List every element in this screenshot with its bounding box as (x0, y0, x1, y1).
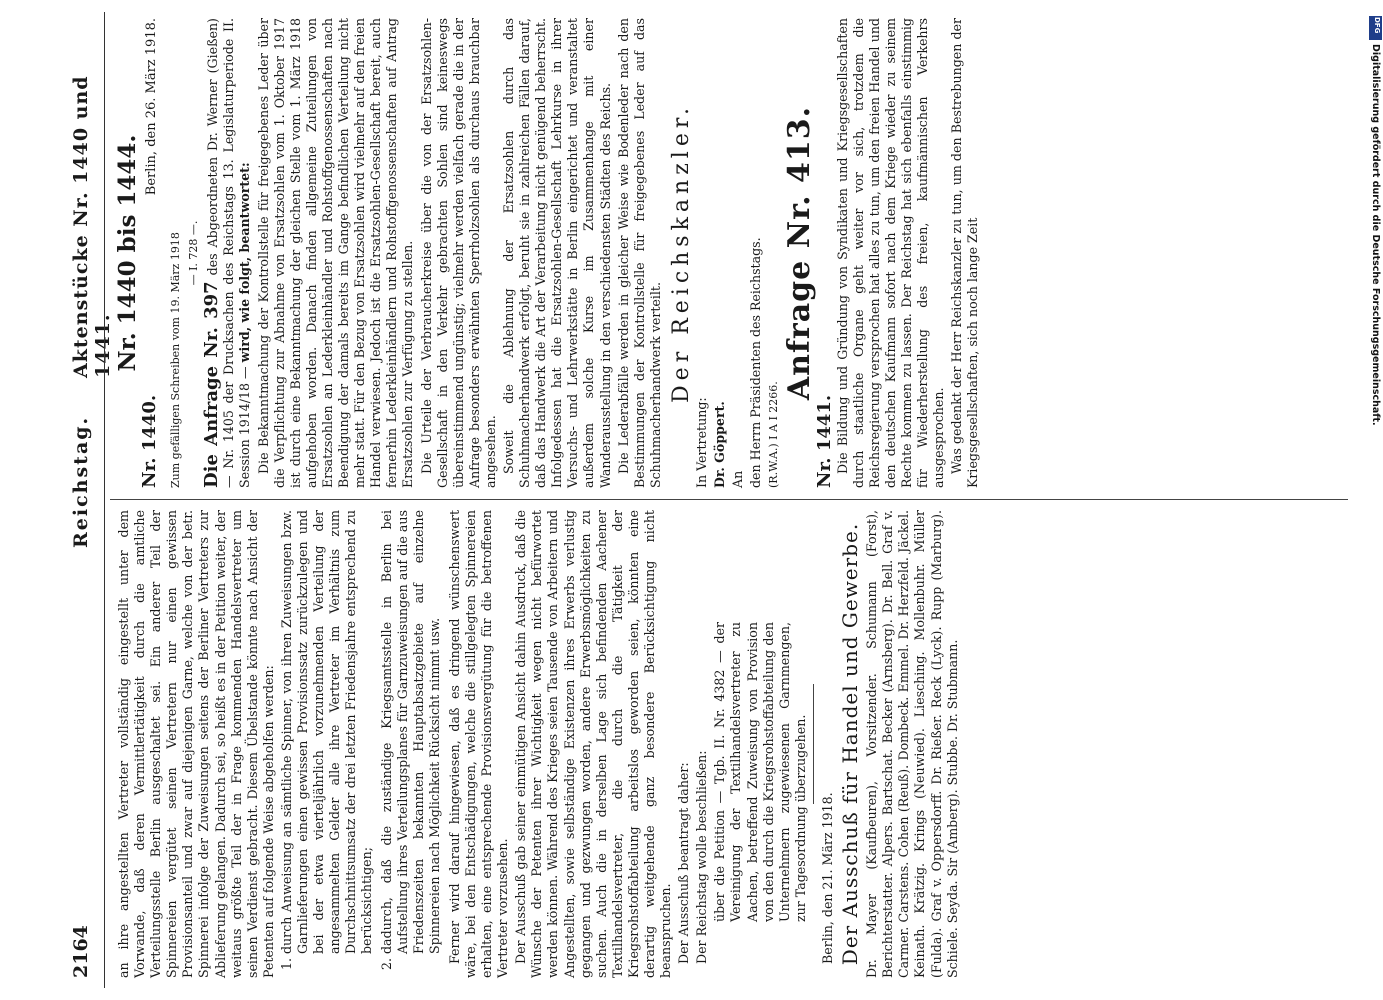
column-rule (110, 499, 1348, 500)
signature-name (712, 18, 728, 488)
committee-title: Der Ausschuß für Handel und Gewerbe. (838, 522, 863, 966)
file-reference: (R.W.A.) I A I 2266. (767, 381, 781, 488)
anfrage-title: Die Anfrage Nr. 397 (201, 281, 223, 488)
document-header (139, 18, 168, 488)
resolution-line: Der Reichstag wolle beschließen: (694, 750, 710, 964)
digitization-credit: Digitalisierung gefördert durch die Deutsche Forschungsgemeinschaft. (1370, 44, 1381, 426)
paragraph: Die Bildung und Gründung von Syndikaten und Kriegsgesellschaften durch staatliche Organe geht weiter vor sich, trotzdem die Reichsregierung versprochen hat alles zu tun, um den freien Handel und den deutschen Kaufmann sofort nach dem Kriege wieder zu seinem Rechte kommen zu lassen. Der Reichstag hat sich ebenfalls einstimmig für Wiederherstellung des freien, kaufmännischen Verkehrs ausgesprochen. (834, 18, 947, 488)
anfrage-413-heading: Anfrage Nr. 413. (782, 105, 818, 401)
list-item: 2. dadurch, daß die zuständige Kriegsamtsstelle in Berlin bei Aufstellung ihres Verteilungsplanes für Garnzuweisungen auf die aus Friedenszeiten bekannten Hauptabsatzgebiete auf einzelne Spinnereien nach Möglichkeit Rücksicht nimmt usw. (379, 510, 443, 954)
document-number: Nr. 1440. (139, 394, 161, 488)
paragraph: Die Bekanntmachung der Kontrollstelle für freigegebenes Leder über die Verpflichtung zur Abnahme von Ersatzsohlen vom 1. Oktober 1917 ist durch eine Bekanntmachung der gleichen Stelle vom 1. März 1918 aufgehoben worden. Danach finden allgemeine Zuteilungen von Ersatzsohlen an Lederkleinhändler und Rohstoffgenossenschaften nach Beendigung der damals bereits im Gange befindlichen Verteilung nicht mehr statt. Für den Bezug von Ersatzsohlen wird vielmehr auf den freien Handel verwiesen. Jedoch ist die Ersatzsohlen-Gesellschaft bereit, auch fernerhin Lederkleinhändlern und Rohstoffgenossenschaften auf Antrag Ersatzsohlen zur Verfügung zu stellen. (255, 18, 416, 488)
signature-text: Dr. Göppert. (712, 401, 728, 488)
side-banner (1369, 8, 1383, 998)
right-column (116, 18, 984, 488)
paragraph: Die Urteile der Verbraucherkreise über die von der Ersatzsohlen-Gesellschaft in den Verkehr gebrachten Sohlen sind keineswegs übereinstimmend ungünstig; vielmehr werden vielfach gerade die in der Anfrage besonders erwähnten Sperrholzsohlen als durchaus brauchbar angesehen. (418, 18, 498, 488)
paragraph: Soweit die Ablehnung der Ersatzsohlen durch das Schuhmacherhandwerk erfolgt, beruht sie in zahlreichen Fällen darauf, daß das Handwerk die Art der Verarbeitung nicht genügend beherrscht. Infolgedessen hat die Ersatzsohlen-Gesellschaft Lehrkurse in ihrer Versuchs- und Lehrwerkstätte in Berlin eingerichtet und veranstaltet außerdem solche Kurse im Zusammenhange mit einer Wanderausstellung in den verschiedensten Städten des Reichs. (500, 18, 613, 488)
document-date: Berlin, den 26. März 1918. (144, 18, 160, 196)
reference-line: Zum gefälligen Schreiben vom 19. März 1918 (169, 232, 183, 488)
paragraph: Ferner wird darauf hingewiesen, daß es dringend wünschenswert wäre, bei den Entschädigungen, welche die stillgelegten Spinnereien erhalten, eine entsprechende Provisionsvergütung für die betroffenen Vertreter vorzusehen. (446, 510, 511, 978)
date-line: Berlin, den 21. März 1918. (819, 792, 835, 964)
page-number: 2164 (70, 925, 92, 978)
paragraph: Die Lederabfälle werden in gleicher Weise wie Bodenleder nach den Bestimmungen der Kontrollstelle für freigegebenes Leder auf das Schuhmacherhandwerk verteilt. (615, 18, 663, 488)
proposal-list (279, 510, 443, 978)
petition-text: über die Petition — Tgb. II. Nr. 4382 — der Vereinigung der Textilhandelsvertreter zu Aachen, betreffend Zuweisung von Provision von den durch die Kriegsrohstoffabteilung den Unternehmern zugewiesenen Garnmengen, zur Tagesordnung überzugehen. (712, 622, 808, 922)
scanned-page (58, 12, 1358, 988)
address-an: An (730, 470, 746, 488)
left-column (116, 510, 963, 978)
paragraph: Was gedenkt der Herr Reichskanzler zu tun, um den Bestrebungen der Kriegsgesellschaften, sich noch lange Zeit (949, 18, 981, 488)
anfrage-intro (201, 18, 253, 488)
answer-intro: wird, wie folgt, beantwortet: (237, 162, 253, 363)
separator (813, 684, 814, 804)
running-head-center: Reichstag. (70, 415, 92, 548)
signatory-title: Der Reichskanzler. (668, 103, 694, 403)
anfrage-body: des Abgeordneten Dr. Werner (Gießen) — Nr. 1405 der Drucksachen des Reichstags 13. Legislaturperiode II. Session 1914/18 — (205, 18, 253, 488)
section-range-heading: Nr. 1440 bis 1444. (114, 134, 141, 372)
dfg-logo-badge (1369, 16, 1382, 40)
motion-line: Der Ausschuß beantragt daher: (676, 762, 692, 964)
paragraph: an ihre angestellten Vertreter vollständig eingestellt unter dem Vorwande, daß deren Vermittlertätigkeit durch die amtliche Verteilungsstelle Berlin ausgeschaltet sei. Ein anderer Teil der Spinnereien vergütet seinen Vertretern nur einen gewissen Provisionsanteil und zwar auf diejenigen Garne, welche von der betr. Spinnerei infolge der Zuweisungen seitens der Berliner Vertreters zur Ablieferung gelangen. Dadurch sei, so heißt es in der Petition weiter, der weitaus größte Teil der in Frage kommenden Handelsvertreter um seinen Verdienst gebracht. Diesem Übelstande könnte nach Ansicht der Petenten auf folgende Weise abgeholfen werden: (116, 510, 276, 978)
list-item: 1. durch Anweisung an sämtliche Spinner, von ihren Zuweisungen bzw. Garnlieferungen einen gewissen Provisionssatz zurückzulegen und bei der etwa vierteljährlich vorzunehmenden Verteilung der angesammelten Gelder alle ihre Vertreter im Verhältnis zum Durchschnittsumsatz der drei letzten Friedensjahre entsprechend zu berücksichtigen; (279, 510, 376, 954)
deputy-line: In Vertretung: (694, 397, 709, 488)
paragraph: Der Ausschuß gab seiner einmütigen Ansicht dahin Ausdruck, daß die Wünsche der Petenten ihrer Wichtigkeit wegen nicht befürwortet werden können. Während des Krieges seien Tausende von Arbeitern und Angestellten, sowie selbständige Existenzen ihres Erwerbs verlustig gegangen und gezwungen worden, andere Erwerbsmöglichkeiten zu suchen. Auch die in derselben Lage sich befindenden Aachener Textilhandelsvertreter, die durch die Tätigkeit der Kriegsrohstoffabteilung arbeitslos geworden seien, könnten eine derartig weitgehende ganz besondere Berücksichtigung nicht beanspruchen. (513, 510, 674, 978)
document-number-1441: Nr. 1441. (813, 394, 835, 488)
reference-number: — I. 728 —. (187, 220, 201, 286)
header-rule (104, 12, 105, 988)
recipient: den Herrn Präsidenten des Reichstags. (748, 237, 764, 488)
running-head (64, 12, 114, 988)
rotated-page-content (58, 12, 1358, 988)
committee-members: Dr. Mayer (Kaufbeuren), Vorsitzender. Schumann (Forst), Berichterstatter. Alpers. Bartschat. Becker (Arnsberg). Dr. Bell. Graf v. Carmer. Carstens. Cohen (Reuß). Dombeck. Emmel. Dr. Herzfeld. Jäckel. Keinath. Krätzig. Krings (Neuwied). Liesching. Mollenbuhr. Müller (Fulda). Graf v. Oppersdorff. Dr. Rießer. Reck (Lyck). Rupp (Marburg). Schiele. Seyda. Sir (Amberg). Stubbe. Dr. Stubmann. (864, 510, 960, 978)
running-head-right: Aktenstücke Nr. 1440 und 1441. (70, 75, 114, 378)
dfg-logo-text: DFG (1373, 17, 1381, 34)
